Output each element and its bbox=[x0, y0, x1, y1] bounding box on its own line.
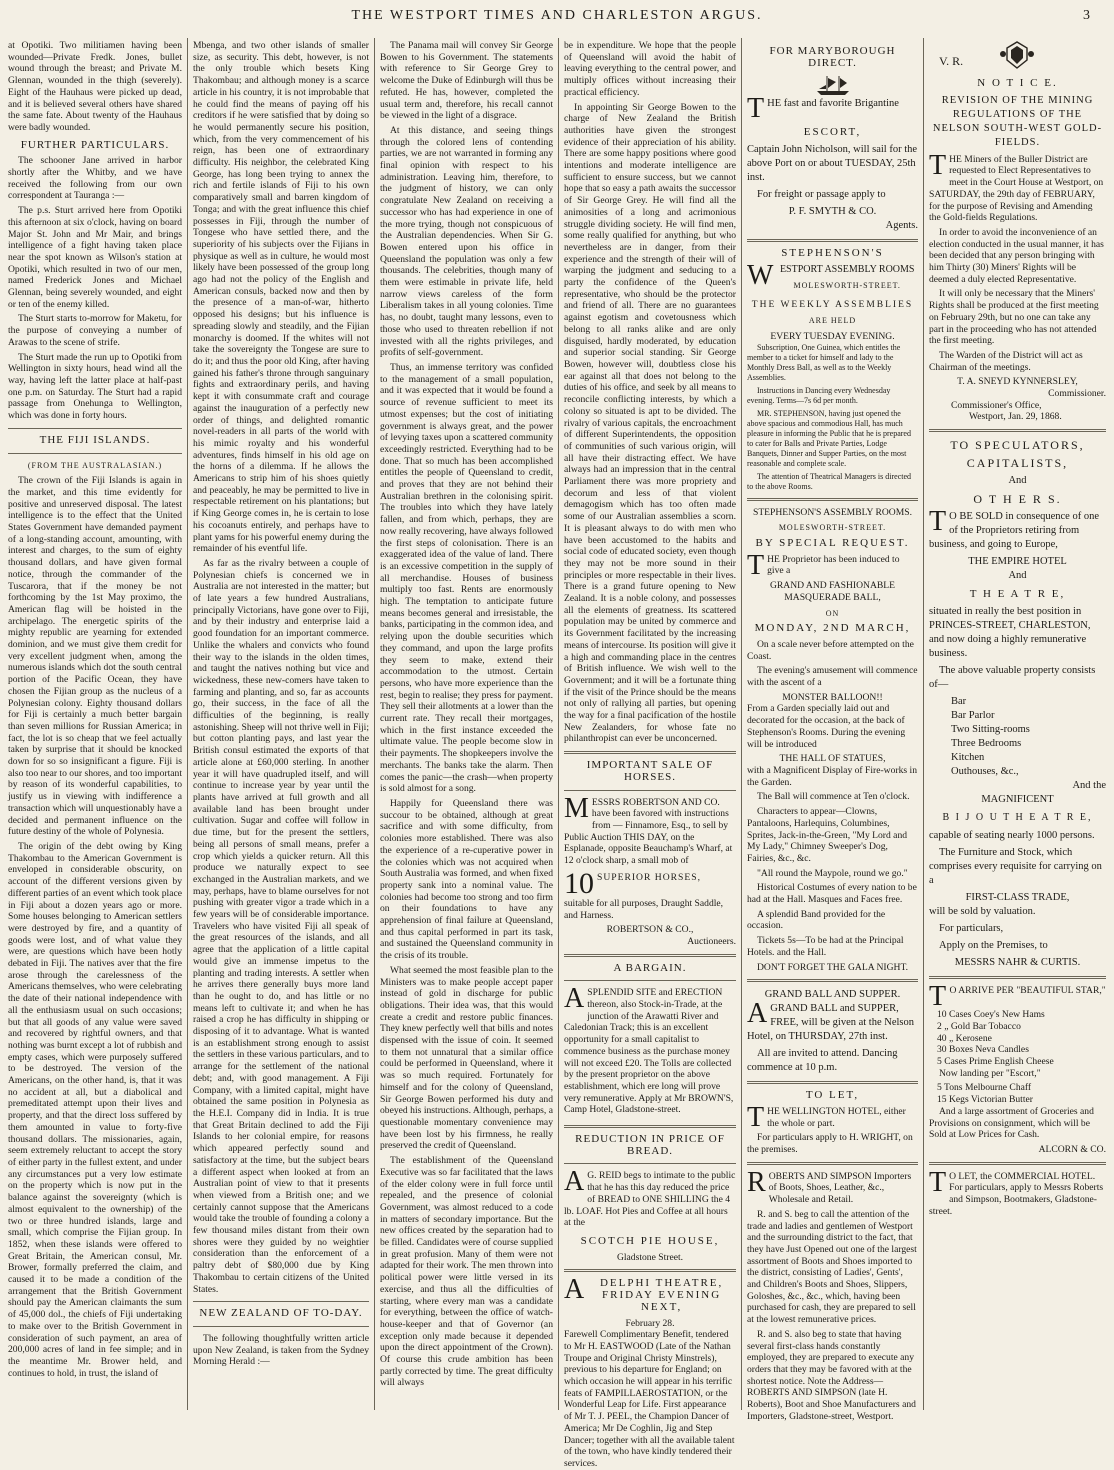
article-paragraph: The p.s. Sturt arrived here from Opotiki this afternoon at six o'clock, having on board Major St. John and Mr Mair, and brings intelligence of a fight having taken place near the spot known as Wilson's station at Opotiki, which resulted in two of our men, named Frederick Jones and Michael Glennan, being severely wounded, and eight or ten of the enemy killed. bbox=[8, 205, 182, 310]
horse-sale-ad bbox=[564, 792, 736, 948]
masthead-title: THE WESTPORT TIMES AND CHARLESTON ARGUS. bbox=[351, 8, 763, 23]
ad-heading: FOR MARYBOROUGH DIRECT. bbox=[769, 45, 896, 69]
ad-text: A splendid Band provided for the occasion. bbox=[747, 908, 886, 932]
column-rule bbox=[374, 38, 375, 1410]
divider bbox=[564, 790, 736, 791]
ad-text: The Warden of the District will act as Chairman of the meetings. bbox=[929, 349, 1083, 373]
ad-text: G. REID begs to intimate to the public that he has this day reduced the price of BREAD to ONE SHILLING the 4 lb. LOAF. Hot Pies and Coffee at all hours at the bbox=[564, 1170, 736, 1229]
drop-cap: A bbox=[564, 1274, 585, 1306]
drop-cap: T bbox=[929, 506, 947, 538]
ad-text: HE Miners of the Buller District are requested to Elect Representatives to meet in the Court House at Westport, on SATURDAY, the 29th day of FEBRUARY, for the purpose of Revising and Amending the Gold-fields Regulations. bbox=[929, 153, 1104, 224]
ad-signature: T. A. SNEYD KYNNERSLEY, bbox=[957, 376, 1078, 388]
list-item: 15 Kegs Victorian Butter bbox=[937, 1094, 1033, 1106]
article-paragraph: The Panama mail will convey Sir George Bowen to his Government. The statements with reference to Sir George Grey to welcome the Duke of Edinburgh will thus be refuted. He has, however, completed the usual term and, therefore, his recall cannot be viewed in the light of a disgrace. bbox=[380, 40, 553, 122]
ad-signature: MESSRS NAHR & CURTIS. bbox=[954, 957, 1081, 969]
ad-text: For particulars, bbox=[939, 923, 1004, 935]
section-heading: FURTHER PARTICULARS. bbox=[20, 138, 170, 151]
ad-text: The attention of Theatrical Managers is directed to the above Rooms. bbox=[747, 471, 912, 491]
divider bbox=[747, 1162, 918, 1165]
ad-text: HE WELLINGTON HOTEL, either the whole or part. bbox=[767, 1105, 906, 1129]
column-rule bbox=[187, 38, 188, 1410]
ad-heading: REVISION OF THE MINING REGULATIONS OF THE NELSON SOUTH-WEST GOLD-FIELDS. bbox=[932, 94, 1103, 148]
ad-subheading: ON bbox=[825, 608, 840, 618]
ad-highlight: T H E A T R E, bbox=[969, 588, 1066, 601]
article-paragraph: The origin of the debt owing by King Thakombau to the American Government is enveloped in considerable obscurity, on account of the different versions given by different parties of an event which took place in Fiji about a dozen years ago or more. Some houses belonging to American settlers were destroyed by fire, and a quantity of goods were lost, and of what value they were, are questions which have been hotly debated in Fiji. The natives aver that the fire arose through the carelessness of the Americans themselves, who were celebrating the date of their national independence with all the enthusiasm usual on such occasions; but that all goods of any value were saved and recovered by rightful owners, and that nothing was burnt except a lot of rubbish and empty cases, which were purposely suffered to be destroyed. The version of the Americans, on the other hand, is, that it was no accident at all, but a diabolical and premeditated attempt upon their lives and property, and that the direct loss suffered by them amounted in value to forty-five thousand dollars. The missionaries, again, seem extremely reluctant to accept the story of either party in the fullest extent, and under any circumstances put a very low estimate on the property which is now put in the balance against the sovereignty (which is almost equivalent to the ownership) of the two or three hundred islands, large and small, which comprise the Fijian group. In 1852, when these islands were offered to Great Britain, the American consul, Mr. Brower, formally preferred the claim, and caused it to be made a condition of the arrangement that the British Government should pay the American claimants the sum of 45,000 dol., the chiefs of Fiji undertaking to make over to the British Government in consideration of such payment, an area of 200,000 acres of land in fee simple; and in the meantime Mr. Brower held, and continues to hold, in trust, the island of bbox=[8, 841, 182, 1379]
delphi-ad bbox=[564, 1274, 736, 1469]
divider bbox=[8, 453, 182, 454]
ad-text: suitable for all purposes, Draught Saddle, and Harness. bbox=[564, 897, 724, 921]
ad-office: Commissioner's Office, bbox=[951, 399, 1042, 411]
drop-cap: R bbox=[747, 1166, 766, 1198]
list-item: Bar bbox=[951, 696, 967, 708]
divider bbox=[564, 751, 736, 754]
divider bbox=[929, 1162, 1106, 1165]
article-paragraph: The Sturt starts to-morrow for Maketu, for the purpose of conveying a number of Arawas to the scene of strife. bbox=[8, 313, 182, 348]
list-item: Outhouses, &c., bbox=[951, 766, 1019, 778]
article-paragraph: What seemed the most feasible plan to the Ministers was to make people accept paper instead of gold in discharge for public obligations. Their idea was, that this would create a credit and restore public finances. They knew perfectly well that bills and notes dispensed with the issue of coin. It seemed to them not unnatural that a similar office could be performed in Queensland, where it was so much required. Fortunately for himself and for the colony of Queensland, Sir George Bowen performed his duty and obeyed his instructions. Although, perhaps, a questionable momentary convenience may have been lost by his firmness, he really preserved the credit of Queensland. bbox=[380, 964, 553, 1152]
ad-text: For particulars apply to H. WRIGHT, on the premises. bbox=[747, 1132, 913, 1156]
ad-highlight: MAGNIFICENT bbox=[981, 794, 1054, 806]
ad-text: And a large assortment of Groceries and Provisions on consignment, which will be Sold at Low Prices for Cash. bbox=[929, 1105, 1094, 1141]
ad-heading: CAPITALISTS, bbox=[966, 456, 1069, 471]
drop-cap: M bbox=[564, 792, 589, 824]
ad-text: Instructions in Dancing every Wednesday evening. Terms—7s 6d per month. bbox=[747, 385, 891, 405]
ad-text: For freight or passage apply to bbox=[757, 189, 886, 201]
ad-text: O BE SOLD in consequence of one of the Proprietors retiring from business, and going to Europe, bbox=[929, 511, 1099, 551]
ad-signature: P. F. SMYTH & CO. bbox=[788, 206, 877, 218]
ad-text: Subscription, One Guinea, which entitles the member to a ticket for himself and lady to the Monthly Dress Ball, as well as to the Weekly Assemblies. bbox=[747, 342, 901, 382]
ad-street: MOLESWORTH-STREET. bbox=[793, 280, 901, 290]
divider bbox=[929, 429, 1106, 432]
cargo-list bbox=[929, 1082, 1106, 1105]
ad-highlight: THE EMPIRE HOTEL bbox=[968, 556, 1067, 568]
article-paragraph: be in expenditure. We hope that the people of Queensland will avoid the habit of leaving everything to the central power, and multiply offices without increasing their practical efficiency. bbox=[564, 40, 736, 98]
list-item: 40 „ Kerosene bbox=[937, 1032, 992, 1044]
ad-heading: And bbox=[1008, 475, 1027, 487]
ad-heading: IMPORTANT SALE OF HORSES. bbox=[586, 759, 714, 783]
ad-heading: O T H E R S. bbox=[973, 492, 1062, 507]
ad-heading: TO LET, bbox=[805, 1089, 860, 1102]
ad-heading: STEPHENSON'S ASSEMBLY ROOMS. bbox=[752, 506, 912, 518]
divider bbox=[564, 1269, 736, 1272]
drop-cap: T bbox=[929, 149, 947, 181]
ad-business-name: SCOTCH PIE HOUSE, bbox=[580, 1234, 720, 1247]
ship-icon bbox=[813, 73, 853, 97]
mining-notice-ad bbox=[929, 40, 1106, 423]
drop-cap: T bbox=[747, 1101, 765, 1133]
ad-text: HE Proprietor has been induced to give a bbox=[767, 553, 900, 577]
article-paragraph: Mbenga, and two other islands of smaller size, as security. This debt, however, is not the only trouble which besets King Thakombau; and although money is a scarce article in his country, it is not improbable that he could find the means of paying off his creditors if he were satisfied that by doing so he would permanently secure his position, which, from the very commencement of his reign, has been one of extraordinary difficulty. His neighbor, the celebrated King George, has long been trying to annex the rich and fertile islands of Fiji to his own comparatively small and barren kingdom of Tonga; and with the great influence this chief possesses in Fiji, through the number of Tongese who have settled there, and the superiority of his subjects over the Fijians in physique as well as in culture, he would most likely have been possessed of the group long ago had not the policy of the English and American consuls, backed now and then by the presence of a man-of-war, hitherto opposed his designs; but his influence is spreading slowly and steadily, and the Fijian monarchy is doomed. If the whites will not take the sovereignty the Tongese are sure to do it; and thus the poor old King, after having gained his father's throne through sanguinary fights and extraordinary perils, and having kept it with consummate craft and courage against the inauguration of a perfectly new order of things, and delighted romantic novel-readers in all parts of the world with his mimic royalty and his wonderful adventures, finds himself in his old age on the horns of a dilemma. If he allows the Americans to strip him of his shoes quietly and peaceably, he may be permitted to live in respectable retirement on his plantations; but if King George comes in, he is certain to lose his cocoanuts entirely, and perhaps have to plant yams for his powerful enemy during the remainder of his eventful life. bbox=[193, 40, 369, 555]
page-number: 3 bbox=[1083, 8, 1090, 23]
ad-text: The above valuable property consists of— bbox=[929, 665, 1096, 691]
column-2 bbox=[193, 40, 369, 1410]
ad-highlight: MONSTER BALLOON!! bbox=[782, 691, 883, 703]
ad-text: And bbox=[1008, 570, 1027, 582]
ad-highlight: DON'T FORGET THE GALA NIGHT. bbox=[756, 961, 909, 973]
divider bbox=[747, 1081, 918, 1084]
article-source: (FROM THE AUSTRALASIAN.) bbox=[27, 460, 163, 470]
list-item: Kitchen bbox=[951, 752, 985, 764]
ad-text: with a Magnificent Display of Fire-works in the Garden. bbox=[747, 764, 917, 788]
bargain-ad bbox=[564, 983, 736, 1119]
drop-cap: T bbox=[929, 981, 947, 1013]
drop-cap: T bbox=[747, 549, 765, 581]
article-paragraph: The crown of the Fiji Islands is again in the market, and this time evidently for positive and unreserved disposal. The latest intelligence is to the effect that the United States Government have demanded payment of a long-standing account, amounting, with interest and charges, to the sum of eighty thousand dollars, and have given formal notice, through the commander of the Tuscarora, that if the money be not forthcoming by the 1st May proximo, the American flag will be hoisted in the archipelago. The energetic spirits of the mighty republic are yearning for extended dominion, and we must give them credit for very excellent judgment when, among the numerous islands which dot the south central portion of the Pacific Ocean, they have chosen the Fijian group as the nucleus of a Polynesian colony. Eighty thousand dollars for Fiji is certainly a much better bargain than seven millions for Russian America; in fact, the lot is so cheap that we feel actually taken by surprise that it should be knocked down for so so insignificant a figure. Fiji is also too near to our shores, and too important by reason of its wonderful capabilities, to justify us in viewing with indifference a transaction which will unquestionably have a decided and permanent influence on the future destiny of the whole of Polynesia. bbox=[8, 475, 182, 838]
article-paragraph: The following thoughtfully written article upon New Zealand, is taken from the Sydney Morning Herald :— bbox=[193, 1332, 369, 1368]
ad-street: Gladstone Street. bbox=[616, 1251, 684, 1263]
property-list bbox=[929, 695, 1106, 779]
divider bbox=[929, 976, 1106, 979]
ad-highlight: FIRST-CLASS TRADE, bbox=[965, 892, 1070, 904]
ad-text: And the bbox=[1072, 780, 1106, 792]
ad-heading: GRAND AND FASHIONABLE MASQUERADE BALL, bbox=[769, 580, 896, 603]
ad-text: Characters to appear—Clowns, Pantaloons, Harlequins, Columbines, Sprites, Jack-in-the-Green, "My Lord and My Lady," Chimney Sweeper's Dog, Fairies, &c., &c. bbox=[747, 806, 908, 864]
column-3 bbox=[380, 40, 553, 1410]
article-paragraph: Happily for Queensland there was succour to be obtained, although at great sacrifice and with some difficulty, from colonies more established. There was also the experience of a re-cuperative power in the colonies which was not acquired when South Australia was formed, and when fixed property sank into a nominal value. The colonies had become too strong and too firm on their foundations to have any apprehension of final failure at Queensland, and thus capital performed in part its task, and sustained the Queensland community in the crisis of its trouble. bbox=[380, 798, 553, 962]
ad-role: Auctioneers. bbox=[687, 935, 736, 947]
ad-text: The Furniture and Stock, which comprises every requisite for carrying on a bbox=[929, 847, 1102, 887]
drop-cap: A bbox=[747, 998, 768, 1030]
ad-heading: ESTPORT ASSEMBLY ROOMS bbox=[779, 264, 915, 276]
ad-text: SUPERIOR HORSES, bbox=[597, 871, 701, 883]
ad-text: OBERTS AND SIMPSON Importers of Boots, Shoes, Leather, &c., Wholesale and Retail. bbox=[768, 1170, 912, 1206]
column-5 bbox=[747, 40, 918, 1422]
column-1 bbox=[8, 40, 182, 1410]
ad-text: ESSRS ROBERTSON AND CO. have been favored with instructions from — Finnamore, Esq., to sell by Public Auction THIS DAY, on the Esplanade, opposite Beauchamp's Wharf, at 12 o'clock sharp, a small mob of bbox=[564, 796, 733, 867]
divider bbox=[747, 498, 918, 501]
divider bbox=[8, 428, 182, 429]
ad-signature: ROBERTSON & CO., bbox=[606, 924, 694, 936]
commercial-hotel-ad bbox=[929, 1166, 1106, 1218]
article-paragraph: The Sturt made the run up to Opotiki from Wellington in sixty hours, head wind all the way, having left the latter place at half-past one p.m. on Saturday. The Sturt had a rapid passage from Onehunga to Wellington, which was done in forty hours. bbox=[8, 351, 182, 422]
boots-ad bbox=[747, 1166, 918, 1423]
divider bbox=[193, 1301, 369, 1302]
ad-text: MR. STEPHENSON, having just opened the above spacious and commodious Hall, has much pleasure in informing the Public that he is prepared to cater for Balls and Private Parties, Lodge Banquets, Dinner and Supper Parties, on the most reasonable and complete scale. bbox=[747, 408, 911, 468]
notice-vr: V. R. bbox=[939, 54, 964, 68]
divider bbox=[564, 1163, 736, 1164]
speculators-ad bbox=[929, 438, 1106, 970]
ad-heading: DELPHI THEATRE, FRIDAY EVENING NEXT, bbox=[599, 1277, 724, 1313]
ad-role: Agents. bbox=[885, 220, 918, 232]
ad-text: In order to avoid the inconvenience of an election conducted in the usual manner, it has been decided that any person bringing with him Thirty (30) Miners' Rights will be deemed a duly elected Representative. bbox=[929, 226, 1104, 285]
divider bbox=[747, 979, 918, 982]
ad-text: Now landing per "Escort," bbox=[939, 1067, 1041, 1079]
assembly-rooms-ad bbox=[747, 248, 918, 491]
divider bbox=[193, 1326, 369, 1327]
masquerade-ball-ad bbox=[747, 507, 918, 974]
ad-text: All are invited to attend. Dancing commence at 10 p.m. bbox=[747, 1048, 898, 1074]
ad-text: Historical Costumes of every nation to be had at the Hall. Masques and Faces free. bbox=[747, 882, 917, 906]
ad-highlight: B I J O U T H E A T R E, bbox=[942, 812, 1093, 824]
article-paragraph: at Opotiki. Two militiamen having been wounded—Private Fredk. Jones, bullet wound through the breast; and Private M. Glennan, wounded in the thigh (severely). Eight of the Hauhaus were picked up dead, and it is believed several others have shared the same fate. About twenty of the Hauhaus were badly wounded. bbox=[8, 40, 182, 133]
ad-heading: O ARRIVE PER "BEAUTIFUL STAR," bbox=[949, 985, 1106, 997]
ad-text: HE fast and favorite Brigantine bbox=[767, 98, 899, 110]
ad-text: Captain John Nicholson, will sail for the above Port on or about TUESDAY, 25th inst. bbox=[747, 144, 918, 184]
brigantine-ad bbox=[747, 93, 918, 233]
drop-cap: A bbox=[564, 1166, 585, 1198]
column-rule bbox=[923, 38, 924, 1410]
to-let-ad bbox=[747, 1090, 918, 1156]
list-item: 5 Tons Melbourne Chaff bbox=[937, 1082, 1032, 1094]
column-rule bbox=[558, 38, 559, 1410]
ad-highlight: THE HALL OF STATUES, bbox=[779, 753, 886, 765]
section-heading: THE FIJI ISLANDS. bbox=[39, 433, 151, 446]
ad-text: Tickets 5s—To be had at the Principal Hotels. and the Hall. bbox=[747, 935, 904, 958]
ad-text: SPLENDID SITE and ERECTION thereon, also Stock-in-Trade, at the junction of the Arawatti River and Caledonian Track; this is an excellent opportunity for a small capitalist to commence business as the purchase money will not exceed £20. The Tolls are collected by the present proprietor on the above establishment, which ere long will prove very remunerative. Apply at Mr BROWN'S, Camp Hotel, Gladstone-street. bbox=[564, 987, 734, 1116]
ad-heading: STEPHENSON'S bbox=[781, 247, 884, 260]
drop-cap: W bbox=[747, 260, 774, 292]
list-item: 2 „ Gold Bar Tobacco bbox=[937, 1020, 1021, 1032]
list-item: 5 Cases Prime English Cheese bbox=[937, 1055, 1054, 1067]
section-heading: NEW ZEALAND OF TO-DAY. bbox=[199, 1307, 363, 1320]
ad-text: R. and S. also beg to state that having several first-class hands constantly employed, they are prepared to execute any orders that they may be favored with at the shortest notice. Note the Address—ROBERTS AND SIMPSON (late H. Roberts), Boot and Shoe Manufacturers and Importers, Gladstone-street, Westport. bbox=[747, 1328, 916, 1422]
drop-cap: A bbox=[564, 983, 585, 1015]
ad-date: February 28. bbox=[625, 1317, 675, 1329]
ad-text: R. and S. beg to call the attention of the trade and ladies and gentlemen of Westport and the surrounding district to the fact, that they have Just Opened out one of the largest assortment of Boots and Shoes imported to the district, consisting of Ladies', Gents', and Children's Boots and Shoes, Slippers, Goloshes, &c., &c., which, having been purchased for cash, they are prepared to sell at the lowest remunerative prices. bbox=[747, 1208, 917, 1326]
article-paragraph: At this distance, and seeing things through the colored lens of contending parties, we are not warranted in forming any final opinion with respect to his administration. Leaving him, therefore, to the judgment of history, we can only congratulate New Zealand on receiving a successor who has had experience in one of the more trying, though not conspicuous of the Australian dependencies. When Sir G. Bowen entered upon his office in Queensland the population was only a few thousands. The celebrities, though many of them were estimable in private life, held narrow views careless of the form Liberalism takes in all young colonies. Time has, no doubt, taught many lessons, even to those who used to threaten rebellion if not invested with all the rights privileges, and profits of self-government. bbox=[380, 124, 553, 359]
ad-signature: ALCORN & CO. bbox=[1038, 1143, 1106, 1155]
supper-ad bbox=[747, 988, 918, 1075]
article-paragraph: Thus, an immense territory was confided to the management of a small population, and it was expected that it would be found a source of revenue sufficient to meet its utmost expenses; but the cost of initiating government is always great, and the power of levying taxes upon a scattered community exceedingly restricted. Everything had to be done. That so much has been accomplished entitles the people of Queensland to credit, and proves that they are not behind their Australian brethren in the colonising spirit. The troubles into which they have lately fallen, and from which, perhaps, they are now really recovering, have always followed the first steps of colonisation. There is an exaggerated idea of the value of land. There is an excessive competition in the supply of all merchandise. Houses of business multiply too fast. Rents are enormously high. The temptation to anticipate future means becomes general and irresistable, the banks, participating in the common idea, and relying upon the double securities which they command, and upon the large profits they seem to make, extend their accommodation to the utmost. Certain persons, who have more experience than the rest, begin to realise; they press for payment. They sell their allotments at a lower than the current rate. They recall their mortgages, which in the first instance exceeded the ultimate value. The people become slow in their payments. The shopkeepers involve the merchants. The banks take the alarm. Then comes the panic—the crash—when property is sold almost for a song. bbox=[380, 361, 553, 795]
divider bbox=[564, 954, 736, 957]
ad-text: From a Garden specially laid out and decorated for the occasion, at the back of Stephenson's Rooms. During the evening will be introduced bbox=[747, 703, 906, 750]
ad-text: GRAND BALL and SUPPER, FREE, will be given at the Nelson Hotel, on THURSDAY, 27th inst. bbox=[747, 1003, 915, 1043]
ad-text: capable of seating nearly 1000 persons. bbox=[929, 830, 1095, 842]
event-date: MONDAY, 2ND MARCH, bbox=[754, 622, 911, 635]
list-item: Bar Parlor bbox=[951, 710, 995, 722]
ship-name: ESCORT, bbox=[803, 126, 862, 139]
ad-text: On a scale never before attempted on the Coast. bbox=[747, 638, 914, 662]
ad-text: will be sold by valuation. bbox=[929, 906, 1036, 918]
ad-text: The evening's amusement will commence with the ascent of a bbox=[747, 665, 918, 689]
ad-heading: A BARGAIN. bbox=[613, 961, 687, 974]
article-paragraph: As far as the rivalry between a couple of Polynesian chiefs is concerned we in Australia are not interested in the matter; but of late years a few hundred Australians, principally Victorians, have gone over to Fiji, and by their industry and enterprise laid a good foundation for an important commerce. Unlike the whalers and convicts who found their way to the islands in the olden times, and taught the natives nothing but vice and wickedness, these new-comers have taken to farming and planting, and so, far as accounts go, their success, in the face of all the difficulties of the beginning, is really astonishing. Sheep will not thrive well in Fiji; but cotton planting pays, and last year the British consul estimated the exports of that article alone at £60,000 sterling. In another year it will have quadrupled itself, and will continue to increase year by year until the plants have arrived at full growth and all available land has been brought under cultivation. Sugar and coffee will follow in due time, but for the present the settlers, being all persons of small means, prefer a crop which yields a quicker return. All this produce we naturally expect to see exchanged in the Australian markets, and we may, perhaps, have to blame ourselves for not pushing with greater vigor a trade which in a few years will be of considerable importance. Travelers who have visited Fiji all speak of the great resources of the islands, and all agree that the application of a little capital would give an immense impetus to the planting and trading interests. A settler when he arrives there generally buys more land than he ought to do, and has little or no means left to cultivate it; and when he has raised a crop he has difficulty in shipping or disposing of it to advantage. What is wanted is an establishment strong enough to assist the settlers in these various particulars, and to arrange for the settlement of the national debt; and, with good management. A Fiji Company, with a limited capital, might have obtained the same position in Polynesia as the H.E.I. Company did in India. It is true that Great Britain declined to add the Fiji Islands to her colonial empire, for reasons which appeared perfectly sound and satisfactory at the time, but the subject bears a different aspect when looked at from an Australian point of view to that it presents when viewed from a British one; and we certainly cannot suppose that the Americans would take the trouble of founding a colony a few thousand miles distant from their own shores were they guided by no weightier consideration than the enforcement of a paltry debt of $80,000 due by King Thakombau to certain citizens of the United States. bbox=[193, 557, 370, 1295]
ad-text: The Ball will commence at Ten o'clock. bbox=[757, 791, 910, 803]
royal-crest-icon bbox=[999, 40, 1035, 70]
ad-street: MOLESWORTH-STREET. bbox=[778, 523, 887, 533]
horse-count: 10 bbox=[564, 866, 594, 900]
ad-subheading: EVERY TUESDAY EVENING. bbox=[770, 330, 895, 342]
ad-heading: THE WEEKLY ASSEMBLIES bbox=[751, 299, 914, 310]
arrival-ad bbox=[929, 981, 1106, 1155]
ad-text: situated in really the best position in PRINCES-STREET, CHARLESTON, and now doing a highly remunerative business. bbox=[929, 606, 1091, 660]
ad-role: Commissioner. bbox=[1048, 388, 1106, 400]
ad-text: Apply on the Premises, to bbox=[939, 940, 1048, 952]
ad-heading: N O T I C E. bbox=[977, 77, 1058, 89]
drop-cap: T bbox=[929, 1166, 947, 1198]
list-item: 30 Boxes Neva Candles bbox=[937, 1044, 1029, 1056]
ad-heading: BY SPECIAL REQUEST. bbox=[755, 537, 910, 550]
bread-ad bbox=[564, 1166, 736, 1263]
ad-date: Westport, Jan. 29, 1868. bbox=[969, 411, 1062, 423]
column-4 bbox=[564, 40, 736, 1469]
page-header bbox=[0, 0, 1114, 36]
ad-text: It will only be necessary that the Miners' Rights shall be produced at the first meeting on February 29th, but no one can take any part in the proceeding who has not attended the first meeting. bbox=[929, 288, 1099, 347]
ad-text: "All round the Maypole, round we go." bbox=[757, 867, 908, 879]
article-paragraph: The establishment of the Queensland Executive was so far facilitated that the laws of the elder colony were in full force until repealed, and the presence of colonial Government, was almost reduced to a code in matters of secondary importance. But the new offices created by the separation had to be filled. Candidates were of course supplied in great profusion. Many of them were not adapted for their work. The men thrown into political power were little versed in its exercise, and thus all the difficulties of starting, where every man was a candidate for everything, between the office of watch-house-keeper and that of Governor (an exception only made because it depended upon the direct appointment of the Crown). Of course this crude ambition has been partly corrected by time. The great difficulty will always bbox=[380, 1155, 553, 1389]
ad-text: O LET, the COMMERCIAL HOTEL. For particulars, apply to Messrs Roberts and Simpson, Bootmakers, Gladstone-street. bbox=[929, 1170, 1104, 1217]
ad-heading: GRAND BALL AND SUPPER. bbox=[764, 989, 901, 1001]
cargo-list bbox=[929, 1009, 1106, 1068]
article-paragraph: The schooner Jane arrived in harbor shortly after the Whitby, and we have received the following from our own correspondent at Tauranga :— bbox=[8, 155, 182, 202]
divider bbox=[564, 1125, 736, 1128]
column-rule bbox=[741, 38, 742, 1410]
ad-subheading: ARE HELD bbox=[808, 316, 857, 326]
list-item: Two Sitting-rooms bbox=[951, 724, 1030, 736]
drop-cap: T bbox=[747, 93, 765, 125]
ad-heading: TO SPECULATORS, bbox=[950, 438, 1085, 453]
article-paragraph: In appointing Sir George Bowen to the charge of New Zealand the British authorities have given the strongest evidence of their appreciation of his ability. There are some happy positions where good intentions and moderate intelligence are sufficient to ensure success, but we cannot hope that so easy a path awaits the successor of Sir George Grey. He will find all the animosities of a long and acrimonious struggle dividing society. He will find men, some really qualified for anything, but who nevertheless are in danger, from their experience and the strength of their will of warping the judgment and seducing to a party the confidence of the Queen's representative, who should be the protector and friend of all. There are no guarantees against egotism and covetousness which belong to all ranks alike and are only disguised, hardly moderated, by education and superior social standing. Sir George Bowen, however will, doubtless close his ear against all that does not belong to the duties of his office, and seek by all means to reconcile conflicting interests, by which a colony so situated is apt to be divided. The rivalry of various capitals, the encroachment of different Superintendents, the opposition of communities of such various origin, will all have their distracting effect. We have always had an impression that in the central Parliament there was more propriety and decorum and less of that violent demagogism which has too often made some of our Australian assemblies a scorn. It is pleasant always to do with men who have been accustomed to the habits and social code of educated society, even though they may not be more sound in their principles or more respectable in their lives. There is a grand future opening to New Zealand. It is a noble colony, and possesses all the elements of greatness. Its scattered population may be united by commerce and its Government facilitated by the increasing means of intercourse. Its position will give it a high and commanding place in the centres of British influence. We wish well to the Government; and it will be a fortunate thing if the visit of the Prince should be the means not only of rallying all parties, but opening the way for a final pacification of the hostile New Zealanders, for whose fate no philanthropist can ever be unconcerned. bbox=[564, 101, 736, 745]
divider bbox=[747, 239, 918, 242]
ad-text: Farewell Complimentary Benefit, tendered to Mr H. EASTWOOD (Late of the Nathan Troupe and Original Christy Minstrels), previous to his departure for England; on which occasion he will appear in his terrific feats of FAMPILLAEROSTATION, or the Wonderful Leap for Life. First appearance of Mr T. J. PEEL, the Champion Dancer of America; Mr De Coghlin, Jig and Step Dancer; together with all the available talent of the town, who have kindly tendered their services. bbox=[564, 1329, 735, 1469]
list-item: 10 Cases Coey's New Hams bbox=[937, 1009, 1045, 1021]
list-item: Three Bedrooms bbox=[951, 738, 1022, 750]
divider bbox=[564, 980, 736, 981]
column-6 bbox=[929, 40, 1106, 1410]
ad-heading: REDUCTION IN PRICE OF BREAD. bbox=[575, 1133, 725, 1157]
